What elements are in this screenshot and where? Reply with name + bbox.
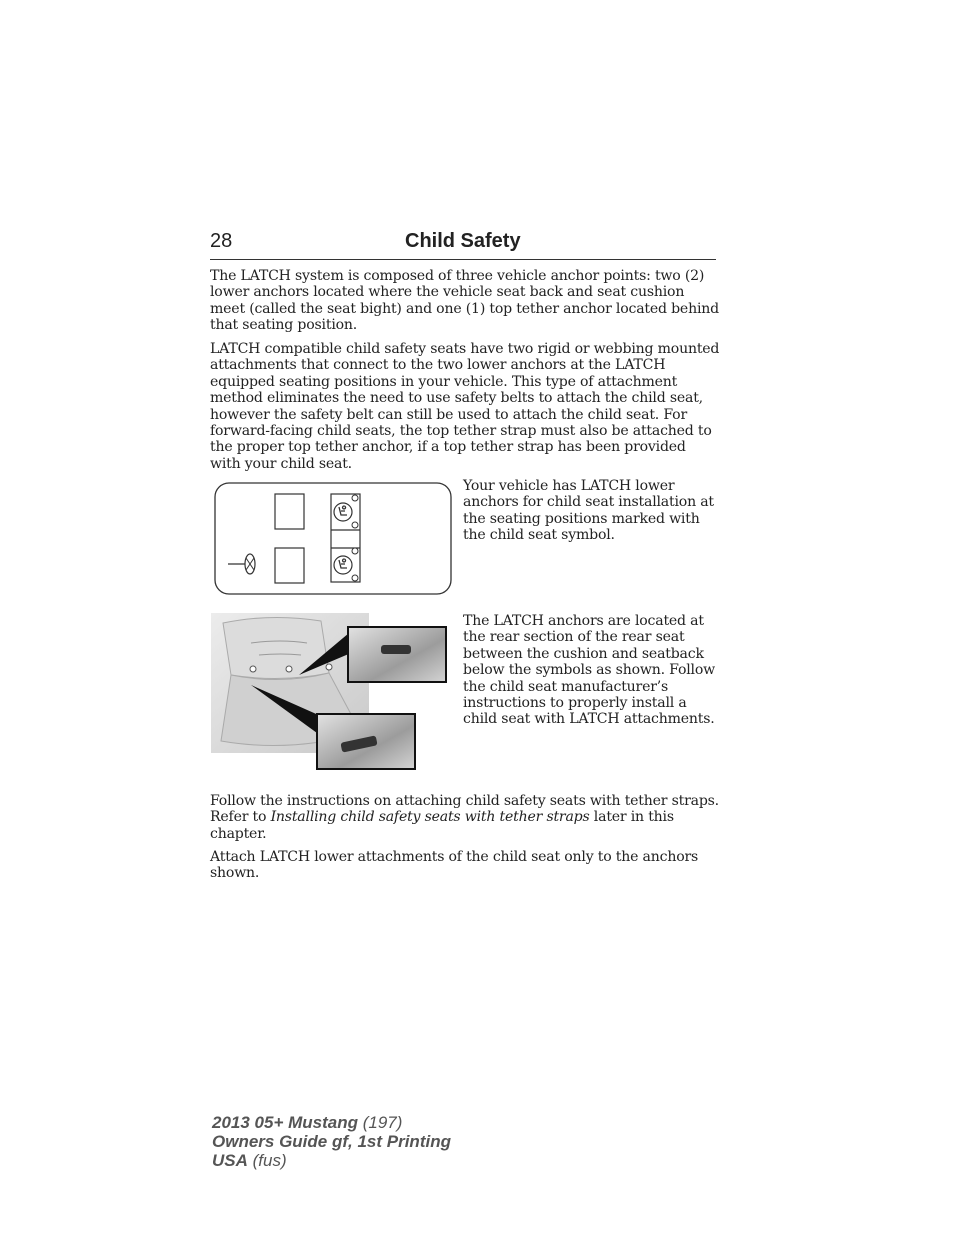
cross-reference-link[interactable]: Installing child safety seats with tether straps (270, 809, 590, 826)
child-seat-icon (334, 503, 352, 521)
page-header (210, 230, 716, 260)
paragraph-tether-instructions (210, 793, 720, 842)
seating-position-diagram (214, 482, 454, 596)
footer-market-code: (fus) (247, 1151, 287, 1170)
paragraph-latch-compatible: LATCH compatible child safety seats have two rigid or webbing mounted attachments that connect to the two lower anchors at the LATCH equipped seating positions in your vehicle. This type of attachment method eliminates the need to use safety belts to attach the child seat, however the safety belt can still be used to attach the child seat. For forward-facing child seats, the top tether strap must also be attached to the proper top tether anchor, if a top tether strap has been provided with your child seat. (210, 341, 720, 472)
section-title: Child Safety (405, 230, 521, 252)
paragraph-latch-system: The LATCH system is composed of three vehicle anchor points: two (2) lower anchors located where the vehicle seat back and seat cushion meet (called the seat bight) and one (1) top tether anchor located behind that seating position. (210, 268, 719, 334)
paragraph-anchor-location: The LATCH anchors are located at the rear section of the rear seat between the cushion and seatback below the symbols as shown. Follow the child seat manufacturer’s instructions to properly install a child seat with LATCH attachments. (463, 613, 716, 728)
paragraph-attach-latch: Attach LATCH lower attachments of the child seat only to the anchors shown. (210, 849, 699, 882)
paragraph-tether-text: Follow the instructions on attaching child safety seats with tether straps. Refer to (210, 793, 719, 826)
footer-guide: Owners Guide gf, 1st Printing (212, 1132, 451, 1151)
child-seat-icon (334, 556, 352, 574)
paragraph-tether-text-end: later in this chapter. (210, 809, 674, 842)
footer-market: USA (212, 1151, 248, 1170)
page-footer (212, 1113, 451, 1170)
paragraph-seating-positions: Your vehicle has LATCH lower anchors for child seat installation at the seating positions marked with the child seat symbol. (463, 478, 714, 544)
footer-model: 2013 05+ Mustang (212, 1113, 358, 1132)
page-number: 28 (210, 230, 233, 252)
footer-model-code: (197) (358, 1113, 403, 1132)
latch-anchor-location-illustration (211, 613, 451, 773)
